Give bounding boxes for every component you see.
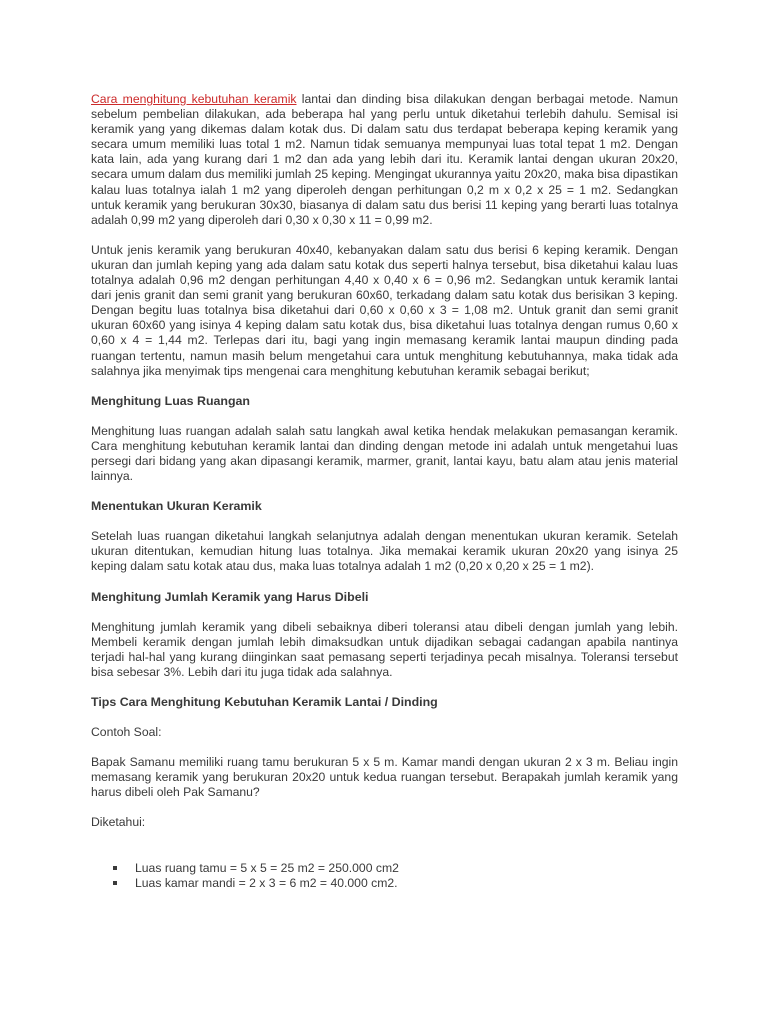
- problem-paragraph: Bapak Samanu memiliki ruang tamu berukuran 5 x 5 m. Kamar mandi dengan ukuran 2 x 3 m. Beliau ingin memasang keramik yang berukuran 20x20 untuk kedua ruangan tersebut. Berapakah jumlah keramik yang harus dibeli oleh Pak Samanu?: [91, 755, 678, 800]
- section-body-jumlah-keramik: Menghitung jumlah keramik yang dibeli sebaiknya diberi toleransi atau dibeli dengan jumlah yang lebih. Membeli keramik dengan jumlah lebih dimaksudkan untuk dijadikan sebagai cadangan apabila nantinya terjadi hal-hal yang kurang diinginkan saat pemasang seperti terjadinya pecah misalnya. Toleransi tersebut bisa sebesar 3%. Lebih dari itu juga tidak ada salahnya.: [91, 619, 678, 679]
- section-body-ukuran-keramik: Setelah luas ruangan diketahui langkah selanjutnya adalah dengan menentukan ukuran keramik. Setelah ukuran ditentukan, kemudian hitung luas totalnya. Jika memakai keramik ukuran 20x20 yang isinya 25 keping dalam satu kotak atau dus, maka luas totalnya adalah 1 m2 (0,20 x 0,20 x 25 = 1 m2).: [91, 529, 678, 574]
- list-item-text: Luas ruang tamu = 5 x 5 = 25 m2 = 250.000 cm2: [135, 860, 399, 875]
- section-heading-tips: Tips Cara Menghitung Kebutuhan Keramik Lantai / Dinding: [91, 695, 438, 709]
- section-heading-jumlah-keramik: Menghitung Jumlah Keramik yang Harus Dibeli: [91, 589, 369, 604]
- list-item-text: Luas kamar mandi = 2 x 3 = 6 m2 = 40.000 cm2.: [135, 875, 398, 890]
- bullet-square-icon: [113, 866, 117, 870]
- intro-paragraph: [91, 92, 678, 228]
- paragraph-2: Untuk jenis keramik yang berukuran 40x40, kebanyakan dalam satu dus berisi 6 keping keramik. Dengan ukuran dan jumlah keping yang ada dalam satu kotak dus seperti halnya tersebut, bisa diketahui kalau luas totalnya adalah 0,96 m2 dengan perhitungan 4,40 x 0,40 x 6 = 0,96 m2. Sedangkan untuk keramik lantai dari jenis granit dan semi granit yang berukuran 60x60, terkadang dalam satu kotak dus berisikan 3 keping. Dengan begitu luas totalnya bisa diketahui dari 0,60 x 0,60 x 3 = 1,08 m2. Untuk granit dan semi granit ukuran 60x60 yang isinya 4 keping dalam satu kotak dus, bisa diketahui luas totalnya dengan rumus 0,60 x 0,60 x 4 = 1,44 m2. Terlepas dari itu, bagi yang ingin memasang keramik lantai maupun dinding pada ruangan tertentu, namun masih belum mengetahui cara untuk menghitung kebutuhannya, maka tidak ada salahnya jika menyimak tips mengenai cara menghitung kebutuhan keramik sebagai berikut;: [91, 242, 678, 378]
- contoh-soal-label: Contoh Soal:: [91, 725, 162, 740]
- diketahui-label: Diketahui:: [91, 815, 146, 830]
- intro-text: lantai dan dinding bisa dilakukan dengan berbagai metode. Namun sebelum pembelian dilakukan, ada beberapa hal yang perlu untuk diketahui terlebih dahulu. Semisal isi keramik yang yang dikemas dalam kotak dus. Di dalam satu dus terdapat beberapa keping keramik yang secara umum memiliki luas total 1 m2. Namun tidak semuanya mempunyai luas total tepat 1 m2. Dengan kata lain, ada yang kurang dari 1 m2 dan ada yang lebih dari itu. Keramik lantai dengan ukuran 20x20, secara umum dalam dus memiliki jumlah 25 keping. Mengingat ukurannya yaitu 20x20, maka bisa dipastikan kalau luas totalnya ialah 1 m2 yang diperoleh dengan perhitungan 0,2 m x 0,2 x 25 = 1 m2. Sedangkan untuk keramik yang berukuran 30x30, biasanya di dalam satu dus berisi 11 keping yang berarti luas totalnya adalah 0,99 m2 yang diperoleh dari 0,30 x 0,30 x 11 = 0,99 m2.: [91, 92, 679, 227]
- document-page: [91, 92, 678, 891]
- list-item: [91, 876, 678, 891]
- section-heading-ukuran-keramik: Menentukan Ukuran Keramik: [91, 499, 262, 514]
- list-item: [91, 861, 678, 876]
- intro-link[interactable]: Cara menghitung kebutuhan keramik: [91, 92, 297, 106]
- section-body-luas-ruangan: Menghitung luas ruangan adalah salah satu langkah awal ketika hendak melakukan pemasangan keramik. Cara menghitung kebutuhan keramik lantai dan dinding dengan metode ini adalah untuk mengetahui luas persegi dari bidang yang akan dipasangi keramik, marmer, granit, lantai kayu, batu alam atau jenis material lainnya.: [91, 423, 678, 484]
- bullet-square-icon: [113, 881, 117, 885]
- section-heading-luas-ruangan: Menghitung Luas Ruangan: [91, 393, 251, 408]
- given-list: [91, 861, 678, 891]
